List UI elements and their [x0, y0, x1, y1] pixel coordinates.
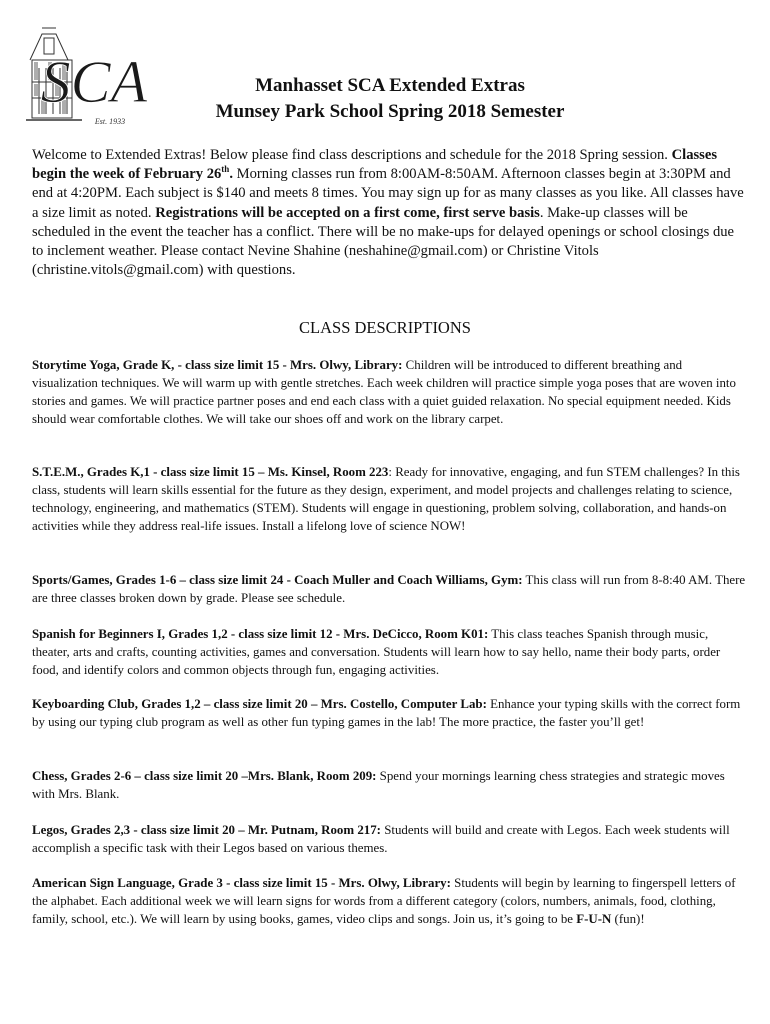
intro-text-1: Welcome to Extended Extras! Below please find class descriptions and schedule for the 2018 Spring session.	[32, 147, 672, 163]
class-text: : Ready for innovative, engaging, and fun STEM challenges? In this class, students will learn skills essential for the future as they design, experiment, and model projects and challenges relating to science, technology, engineering, and mathematics (STEM). Students will engage in questioning, problem solving, collaboration, and hands-on activities while they address real-life issues. Install a lifelong love of science NOW!	[32, 465, 740, 533]
class-text: This class teaches Spanish through music, theater, arts and crafts, counting activities, games and conversation. Students will learn how to say hello, name their body parts, order food, and identify colors and common objects through fun, engaging activities.	[32, 627, 721, 677]
logo-letters: SCA	[40, 49, 148, 115]
class-description	[32, 463, 746, 535]
class-title: American Sign Language, Grade 3 - class size limit 15 - Mrs. Olwy, Library:	[32, 876, 451, 890]
class-text: Children will be introduced to different breathing and visualization techniques. We will warm up with gentle stretches. Each week children will practice simple yoga poses that are woven into stories and games. We will practice partner poses and end each class with a quiet guided relaxation. No special equipment needed. Kids should wear comfortable clothes. We will take our shoes off and work on the library carpet.	[32, 358, 736, 426]
class-description	[32, 767, 746, 803]
class-description	[32, 625, 746, 679]
class-text-tail: (fun)!	[611, 912, 645, 926]
title-line-1: Manhasset SCA Extended Extras	[255, 75, 525, 96]
class-title: Sports/Games, Grades 1-6 – class size limit 24 - Coach Muller and Coach Williams, Gym:	[32, 573, 523, 587]
class-description	[32, 821, 746, 857]
class-title: Spanish for Beginners I, Grades 1,2 - class size limit 12 - Mrs. DeCicco, Room K01:	[32, 627, 489, 641]
class-fun-emphasis: F-U-N	[576, 912, 612, 926]
section-heading: CLASS DESCRIPTIONS	[299, 318, 471, 337]
class-text: Enhance your typing skills with the correct form by using our typing club program as well as other fun typing games in the lab! The more practice, the faster you’ll get!	[32, 697, 741, 729]
class-description	[32, 356, 746, 428]
intro-class-start: Classes begin the week of February 26th.	[32, 147, 717, 183]
class-description	[32, 695, 746, 731]
class-text: Students will build and create with Legos. Each week students will accomplish a specific task with their Legos based on various themes.	[32, 823, 730, 855]
class-title: Chess, Grades 2-6 – class size limit 20 –Mrs. Blank, Room 209:	[32, 769, 377, 783]
class-title: Keyboarding Club, Grades 1,2 – class size limit 20 – Mrs. Costello, Computer Lab:	[32, 697, 487, 711]
intro-registration-note: Registrations will be accepted on a first come, first serve basis	[155, 204, 540, 221]
sca-logo	[22, 20, 152, 132]
class-text: This class will run from 8-8:40 AM. There are three classes broken down by grade. Please see schedule.	[32, 573, 746, 605]
class-title: Storytime Yoga, Grade K, - class size limit 15 - Mrs. Olwy, Library:	[32, 358, 403, 372]
intro-paragraph	[32, 146, 746, 280]
intro-text-3: . Make-up classes will be scheduled in the event the teacher has a conflict. There will be no make-ups for delayed openings or school closings due to inclement weather. Please contact Nevine Shahine (neshahine@gmail.com) or Christine Vitols (christine.vitols@gmail.com) with questions.	[32, 204, 735, 279]
intro-text-2: Morning classes run from 8:00AM-8:50AM. Afternoon classes begin at 3:30PM and end at 4:20PM. Each subject is $140 and meets 8 times. You may sign up for as many classes as you like. All classes have a size limit as noted.	[32, 166, 744, 221]
class-text: Spend your mornings learning chess strategies and strategic moves with Mrs. Blank.	[32, 769, 725, 801]
logo-established: Est. 1933	[94, 117, 126, 126]
title-line-2: Munsey Park School Spring 2018 Semester	[215, 101, 565, 122]
class-text: Students will begin by learning to fingerspell letters of the alphabet. Each additional week we will learn signs for words from a different category (colors, numbers, animals, food, clothing, family, school, etc.). We will learn by using books, games, video clips and songs. Join us, it’s going to be	[32, 876, 736, 926]
class-title: S.T.E.M., Grades K,1 - class size limit 15 – Ms. Kinsel, Room 223	[32, 465, 389, 479]
class-description	[32, 874, 746, 928]
class-description	[32, 571, 746, 607]
class-title: Legos, Grades 2,3 - class size limit 20 – Mr. Putnam, Room 217:	[32, 823, 381, 837]
